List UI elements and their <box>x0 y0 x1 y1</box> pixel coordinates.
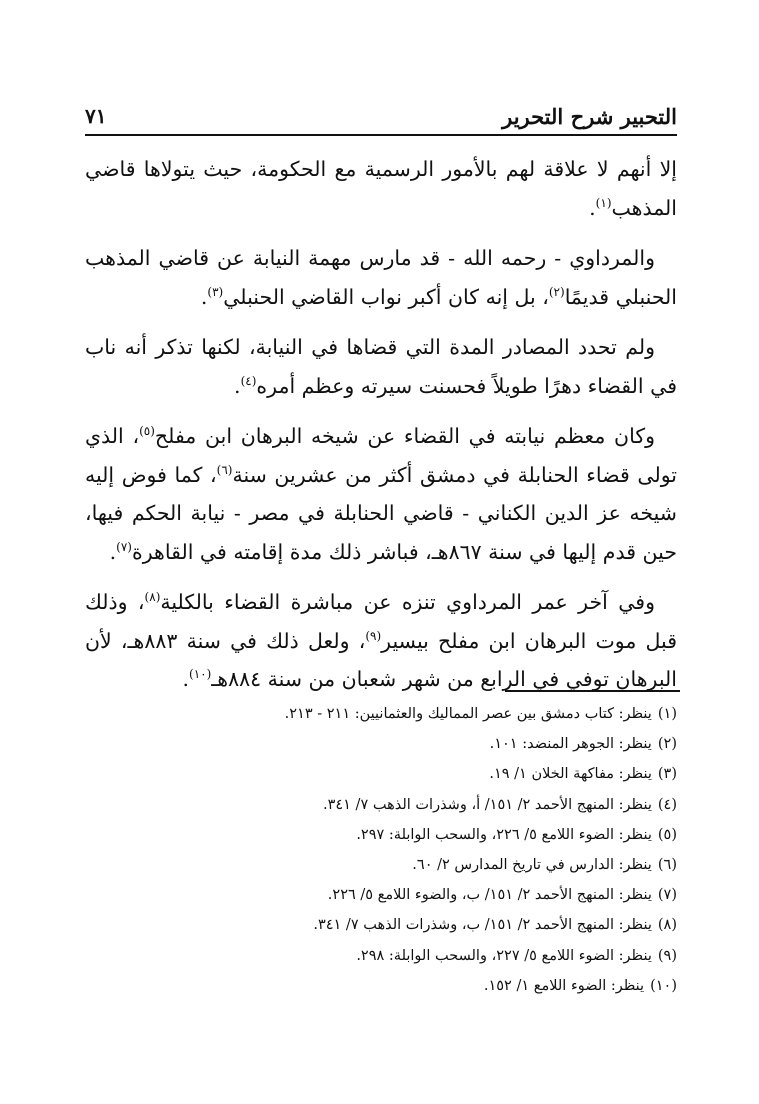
footnote-number: (١) <box>657 706 677 722</box>
footnote-text: ينظر: المنهج الأحمد ٢/ ١٥١/ ب، والضوء اللامع ٥/ ٢٢٦. <box>327 887 652 904</box>
paragraph-text: . <box>109 539 117 564</box>
footnote-text: ينظر: الضوء اللامع ١/ ١٥٢. <box>483 977 645 994</box>
footnote-number: (١٠) <box>650 977 677 994</box>
paragraph-text: إلا أنهم لا علاقة لهم بالأمور الرسمية مع الحكومة، حيث يتولاها قاضي المذهب <box>85 157 677 220</box>
running-header <box>85 100 677 136</box>
paragraph-text: ، وذلك قبل موت البرهان ابن مفلح بيسير <box>85 590 677 653</box>
footnote-item <box>85 941 677 971</box>
footnote-reference: (٧) <box>116 539 132 554</box>
paragraph-text: ، الذي تولى قضاء الحنابلة في دمشق أكثر من عشرين سنة <box>85 424 677 487</box>
footnote-number: (٦) <box>657 857 677 874</box>
paragraph-text: . <box>589 195 596 220</box>
paragraph-text: . <box>182 667 189 691</box>
paragraph <box>85 583 677 699</box>
paragraph-text: . <box>234 373 241 398</box>
footnote-text: ينظر: مفاكهة الخلان ١/ ١٩. <box>489 766 652 783</box>
footnote-text: ينظر: المنهج الأحمد ٢/ ١٥١/ أ، وشذرات الذهب ٧/ ٣٤١. <box>322 796 652 813</box>
footnote-item <box>85 790 677 820</box>
footnote-item <box>85 759 677 789</box>
running-title: التحبير شرح التحرير <box>502 104 677 129</box>
footnote-reference: (١٠) <box>189 667 212 682</box>
footnote-item <box>85 820 677 850</box>
footnote-reference: (٨) <box>144 590 161 605</box>
footnote-reference: (٥) <box>139 424 155 439</box>
paragraph-text: وكان معظم نيابته في القضاء عن شيخه البرهان ابن مفلح <box>154 424 655 448</box>
footnote-item <box>85 880 677 910</box>
footnote-text: ينظر: المنهج الأحمد ٢/ ١٥١/ ب، وشذرات الذهب ٧/ ٣٤١. <box>313 917 652 934</box>
footnote-item <box>85 850 677 880</box>
paragraph-text: . <box>200 284 208 309</box>
paragraph-text: ، بل إنه كان أكبر نواب القاضي الحنبلي <box>223 284 549 309</box>
footnotes <box>85 699 677 1001</box>
paragraph <box>85 150 677 227</box>
paragraph-text: وفي آخر عمر المرداوي تنزه عن مباشرة القضاء بالكلية <box>160 590 655 614</box>
footnote-number: (٣) <box>657 766 677 783</box>
paragraph <box>85 417 677 571</box>
footnote-text: ينظر: الضوء اللامع ٥/ ٢٢٧، والسحب الوابلة: ٢٩٨. <box>356 947 652 964</box>
footnote-reference: (٤) <box>240 373 257 388</box>
footnote-reference: (١) <box>595 195 612 210</box>
footnote-number: (٥) <box>657 826 677 843</box>
paragraph-text: ، كما فوض إليه شيخه عز الدين الكناني - قاضي الحنابلة في مصر - نيابة الحكم فيها، حين قدم إليها في سنة ٨٦٧هـ، فباشر ذلك مدة إقامته في القاهرة <box>85 462 677 564</box>
main-text <box>85 150 677 711</box>
footnote-item <box>85 910 677 940</box>
paragraph <box>85 239 677 316</box>
footnote-number: (٨) <box>657 917 677 934</box>
footnote-number: (٧) <box>657 887 677 904</box>
footnote-reference: (٣) <box>207 284 224 299</box>
footnote-text: ينظر: الضوء اللامع ٥/ ٢٢٦، والسحب الوابلة: ٢٩٧. <box>356 826 652 843</box>
footnote-reference: (٩) <box>365 628 382 643</box>
paragraph <box>85 328 677 405</box>
footnote-item <box>85 729 677 759</box>
footnote-item <box>85 971 677 1001</box>
page-number: ٧١ <box>85 104 107 128</box>
footnote-reference: (٦) <box>216 462 233 477</box>
footnote-separator <box>505 690 680 692</box>
paragraph-text: ، ولعل ذلك في سنة ٨٨٣هـ، لأن البرهان توفي في الرابع من شهر شعبان من سنة ٨٨٤هـ <box>85 628 677 691</box>
footnote-number: (٢) <box>657 736 677 753</box>
footnote-text: ينظر: كتاب دمشق بين عصر المماليك والعثمانيين: ٢١١ - ٢١٣. <box>284 706 652 722</box>
footnote-number: (٩) <box>657 947 677 964</box>
footnote-text: ينظر: الدارس في تاريخ المدارس ٢/ ٦٠. <box>412 857 652 874</box>
paragraph-text: ولم تحدد المصادر المدة التي قضاها في النيابة، لكنها تذكر أنه ناب في القضاء دهرًا طويلاً فحسنت سيرته وعظم أمره <box>85 335 677 398</box>
footnote-item <box>85 699 677 729</box>
footnote-number: (٤) <box>657 796 677 813</box>
footnote-text: ينظر: الجوهر المنضد: ١٠١. <box>489 736 652 753</box>
footnote-reference: (٢) <box>548 284 565 299</box>
paragraph-text: والمرداوي - رحمه الله - قد مارس مهمة النيابة عن قاضي المذهب الحنبلي قديمًا <box>85 246 677 309</box>
